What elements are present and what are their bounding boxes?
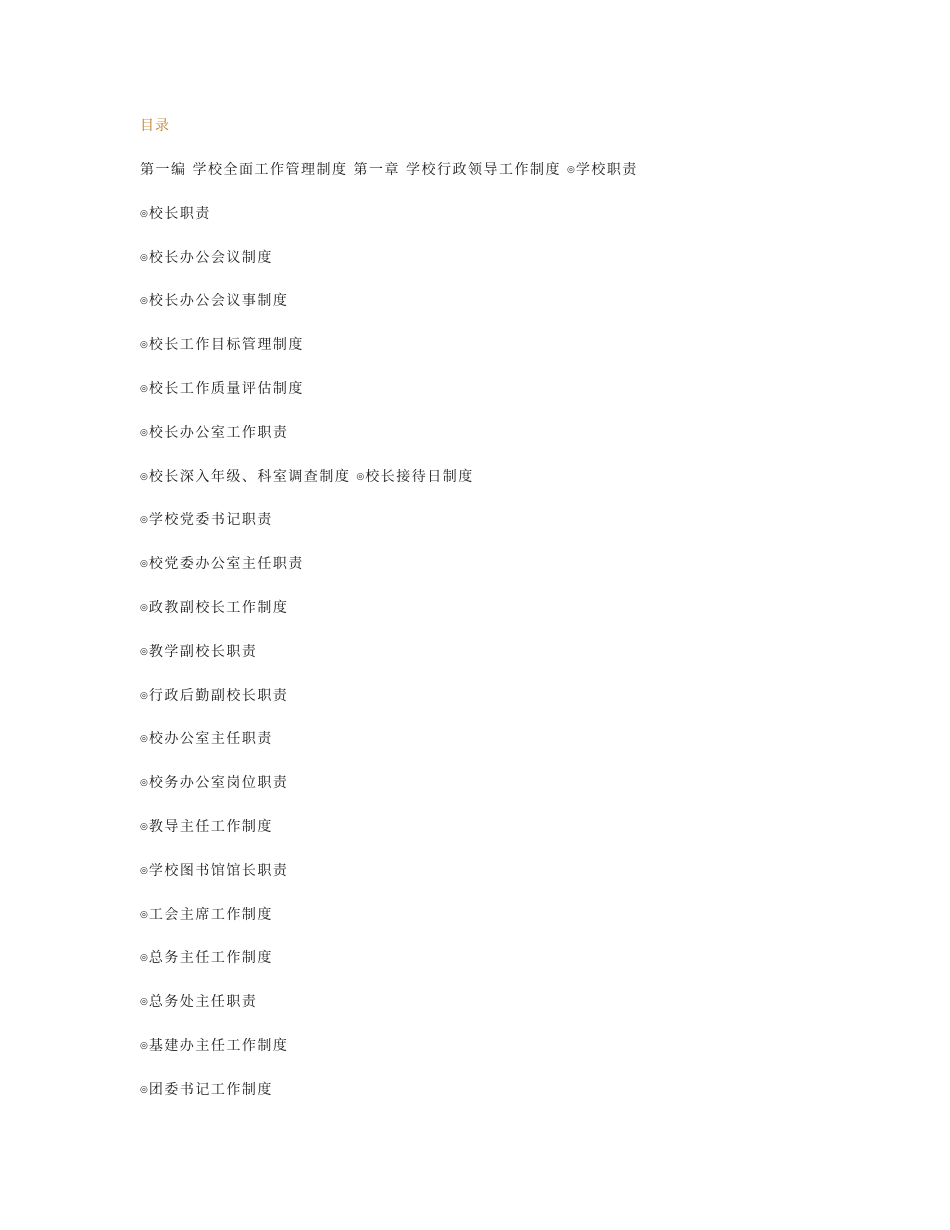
toc-chapter-title: 学校行政领导工作制度 bbox=[406, 162, 561, 178]
toc-item-label: 工会主席工作制度 bbox=[148, 906, 273, 923]
toc-item-label: 学校党委书记职责 bbox=[148, 512, 273, 529]
bullet-icon: ◎ bbox=[140, 690, 148, 701]
toc-item-label: 基建办主任工作制度 bbox=[148, 1037, 289, 1054]
bullet-icon: ◎ bbox=[140, 208, 148, 219]
bullet-icon: ◎ bbox=[140, 471, 148, 482]
bullet-icon: ◎ bbox=[140, 383, 148, 394]
bullet-icon: ◎ bbox=[140, 734, 148, 745]
toc-item bbox=[140, 334, 900, 356]
toc-item-label: 校长办公会议制度 bbox=[148, 249, 273, 266]
toc-item-label: 校长深入年级、科室调查制度 bbox=[148, 468, 351, 485]
toc-item-label: 行政后勤副校长职责 bbox=[148, 687, 289, 704]
toc-item bbox=[140, 947, 900, 969]
toc-part-title: 学校全面工作管理制度 bbox=[192, 162, 348, 178]
bullet-icon: ◎ bbox=[140, 646, 148, 657]
toc-item-label: 校务办公室岗位职责 bbox=[148, 775, 289, 792]
bullet-icon: ◎ bbox=[140, 953, 148, 964]
toc-item bbox=[140, 597, 900, 619]
bullet-icon: ◎ bbox=[140, 427, 148, 438]
toc-item bbox=[140, 772, 900, 794]
bullet-icon: ◎ bbox=[140, 909, 148, 920]
toc-chapter: 第一章 bbox=[353, 162, 400, 178]
toc-item-label: 校党委办公室主任职责 bbox=[148, 556, 304, 573]
toc-item bbox=[140, 685, 900, 707]
bullet-icon: ◎ bbox=[140, 296, 148, 307]
toc-item-label: 总务处主任职责 bbox=[148, 994, 258, 1011]
toc-item bbox=[140, 466, 900, 488]
bullet-icon: ◎ bbox=[140, 1040, 148, 1051]
bullet-icon: ◎ bbox=[140, 252, 148, 263]
bullet-icon: ◎ bbox=[140, 778, 148, 789]
document-page bbox=[140, 115, 900, 1123]
toc-item bbox=[140, 203, 900, 225]
toc-item bbox=[140, 553, 900, 575]
bullet-icon: ◎ bbox=[140, 340, 148, 351]
bullet-icon: ◎ bbox=[140, 1084, 148, 1095]
bullet-icon: ◎ bbox=[140, 865, 148, 876]
toc-item-label: 校长办公室工作职责 bbox=[148, 424, 289, 441]
toc-first-line bbox=[140, 159, 900, 181]
toc-item bbox=[140, 509, 900, 531]
toc-item-label: 校长工作目标管理制度 bbox=[148, 337, 304, 354]
toc-item-label: 校长工作质量评估制度 bbox=[148, 380, 304, 397]
toc-item-label: 校长接待日制度 bbox=[365, 468, 474, 485]
bullet-icon: ◎ bbox=[140, 515, 148, 526]
toc-item-label: 团委书记工作制度 bbox=[148, 1081, 273, 1098]
toc-item-label: 校长职责 bbox=[148, 205, 211, 222]
toc-part: 第一编 bbox=[140, 162, 187, 178]
toc-item-label: 校长办公会议事制度 bbox=[148, 293, 289, 310]
toc-item bbox=[140, 991, 900, 1013]
toc-item bbox=[140, 1079, 900, 1101]
toc-item-label: 校办公室主任职责 bbox=[148, 731, 273, 748]
toc-item-label: 教学副校长职责 bbox=[148, 643, 258, 660]
toc-item bbox=[140, 247, 900, 269]
toc-item-label: 学校职责 bbox=[575, 162, 638, 178]
toc-item-label: 学校图书馆馆长职责 bbox=[148, 862, 289, 879]
toc-list bbox=[140, 159, 900, 1101]
toc-item bbox=[140, 290, 900, 312]
toc-item bbox=[140, 860, 900, 882]
toc-item-label: 政教副校长工作制度 bbox=[148, 599, 289, 616]
bullet-icon: ◎ bbox=[140, 602, 148, 613]
bullet-icon: ◎ bbox=[140, 997, 148, 1008]
toc-item bbox=[140, 641, 900, 663]
toc-item bbox=[140, 816, 900, 838]
bullet-icon: ◎ bbox=[140, 821, 148, 832]
toc-item-label: 总务主任工作制度 bbox=[148, 950, 273, 967]
toc-item bbox=[140, 422, 900, 444]
toc-item bbox=[140, 904, 900, 926]
bullet-icon: ◎ bbox=[140, 559, 148, 570]
toc-title: 目录 bbox=[140, 118, 170, 134]
bullet-icon: ◎ bbox=[356, 471, 365, 482]
toc-item bbox=[140, 378, 900, 400]
toc-item-label: 教导主任工作制度 bbox=[148, 818, 273, 835]
toc-item bbox=[140, 1035, 900, 1057]
toc-item bbox=[140, 728, 900, 750]
bullet-icon: ◎ bbox=[567, 165, 575, 175]
